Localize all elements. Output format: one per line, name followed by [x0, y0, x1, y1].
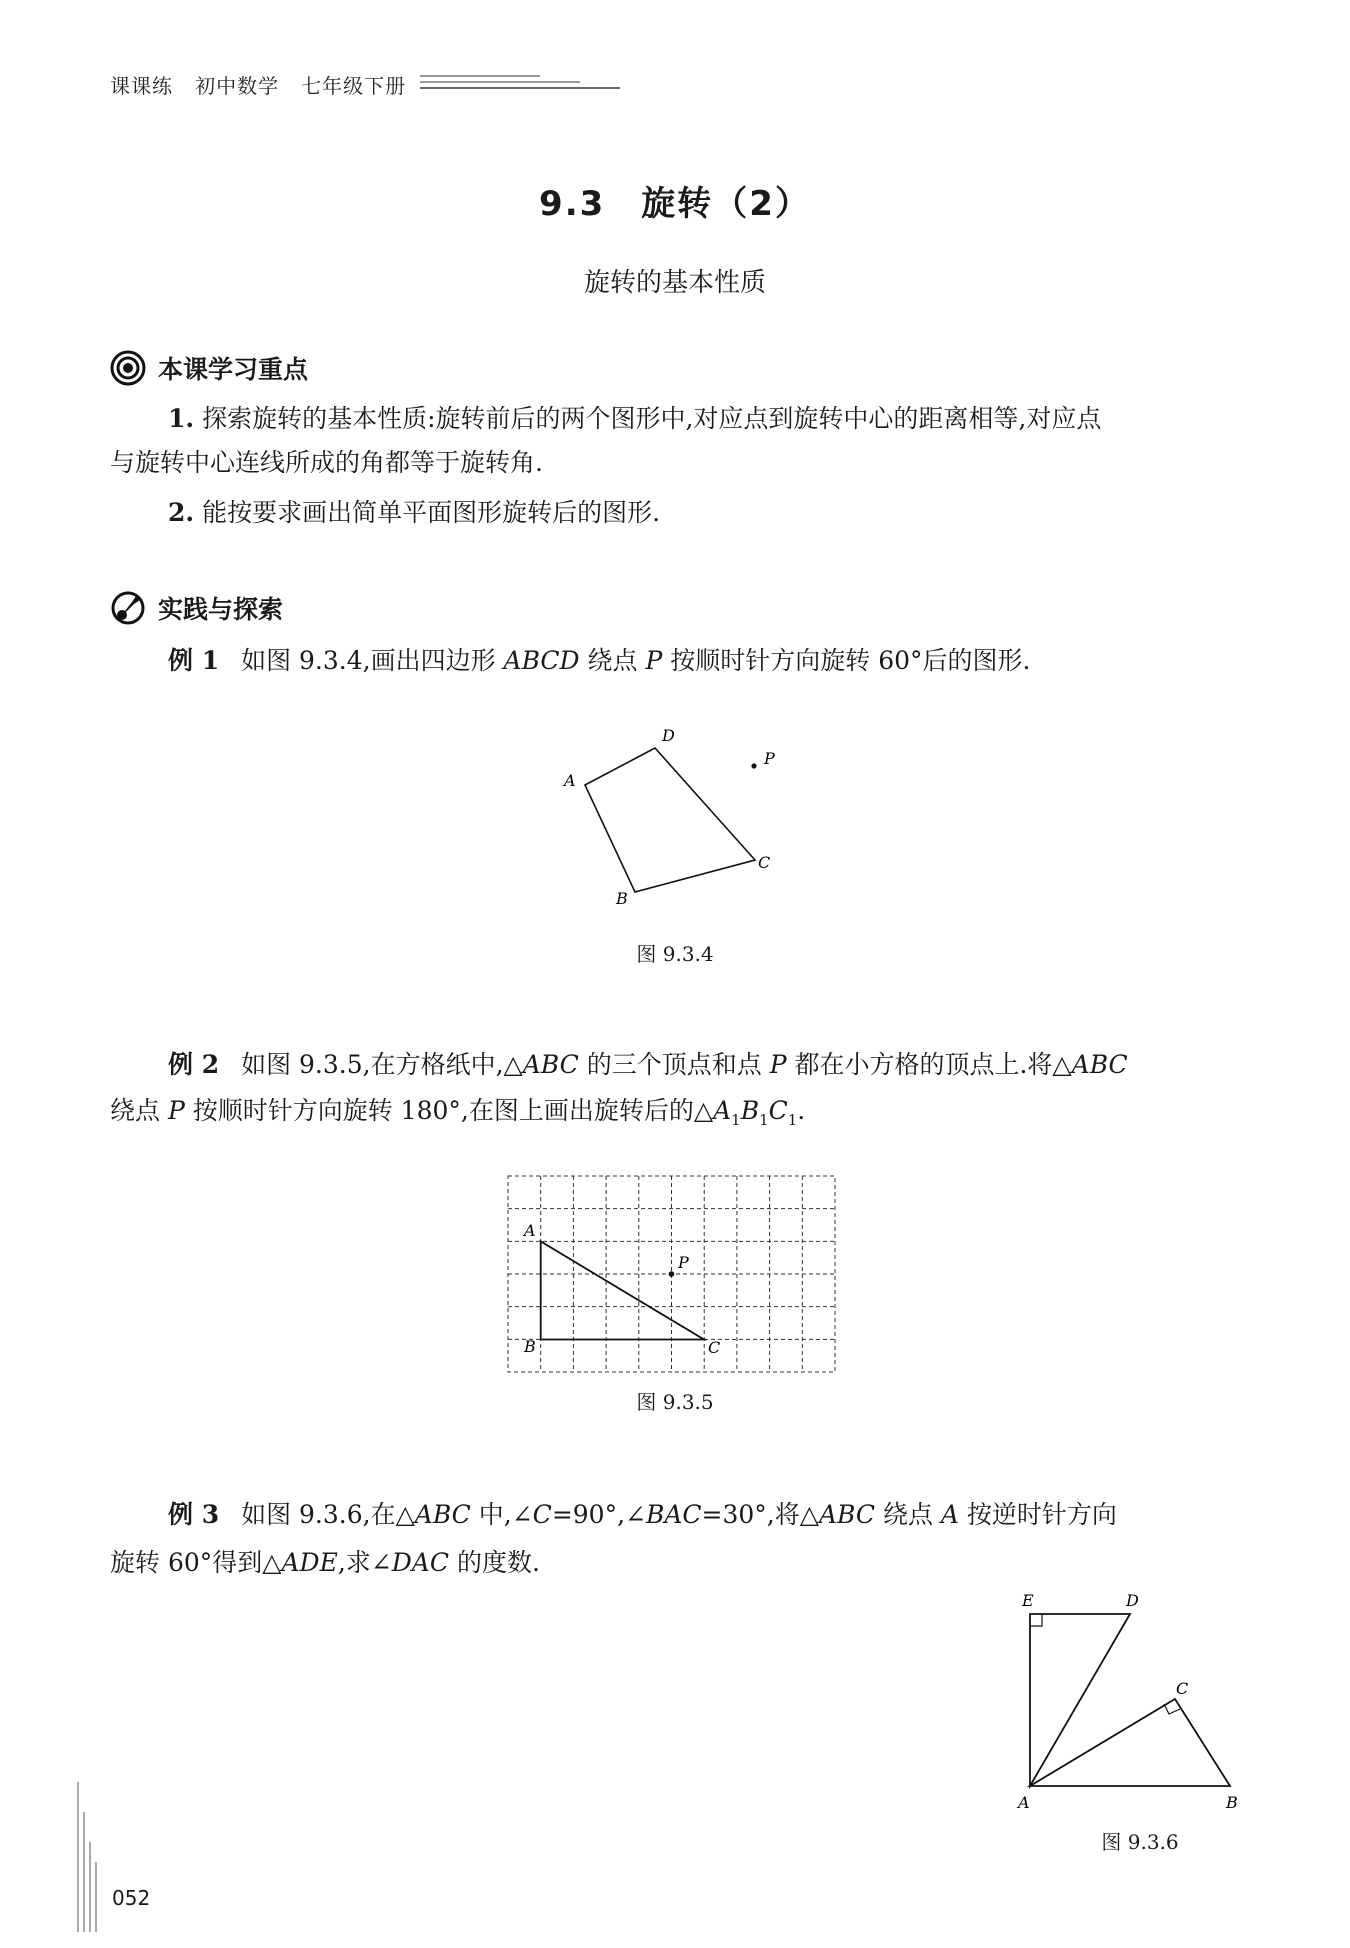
- target-icon: [110, 350, 146, 386]
- section-key-points-label: 本课学习重点: [158, 355, 309, 384]
- example-2-line1: 例 2 如图 9.3.5,在方格纸中,△ABC 的三个顶点和点 P 都在小方格的顶点上.将△ABC: [168, 1050, 1128, 1079]
- label-c: C: [758, 853, 771, 872]
- label-e: E: [1022, 1591, 1034, 1610]
- point-p-dot: [669, 1271, 675, 1277]
- example-3-line2: 旋转 60°得到△ADE,求∠DAC 的度数.: [110, 1548, 540, 1577]
- triangle-abc: [1030, 1699, 1230, 1786]
- caption-9-3-4: 图 9.3.4: [636, 942, 714, 966]
- key-point-1-line2: 与旋转中心连线所成的角都等于旋转角.: [110, 448, 543, 477]
- header-grade: 七年级下册: [301, 74, 407, 98]
- label-a: A: [564, 771, 576, 790]
- label-b: B: [524, 1337, 536, 1356]
- point-p-dot: [751, 763, 756, 768]
- example-2-line2: 绕点 P 按顺时针方向旋转 180°,在图上画出旋转后的$\triangle A_1B_1C_1$.: [110, 1096, 806, 1129]
- key-point-1-line1: 1. 探索旋转的基本性质:旋转前后的两个图形中,对应点到旋转中心的距离相等,对应点: [168, 404, 1102, 433]
- right-angle-mark-c: [1164, 1704, 1180, 1714]
- caption-9-3-5: 图 9.3.5: [636, 1390, 714, 1414]
- label-p: P: [764, 749, 775, 768]
- quadrilateral-abcd: [585, 748, 755, 892]
- section-practice-heading: [110, 590, 283, 626]
- label-d: D: [662, 726, 675, 745]
- section-practice-label: 实践与探索: [158, 595, 284, 624]
- label-p: P: [678, 1253, 689, 1272]
- running-header: [110, 70, 406, 99]
- label-a: A: [524, 1221, 536, 1240]
- label-a: A: [1018, 1793, 1030, 1812]
- header-subject: 初中数学: [195, 74, 280, 98]
- label-c: C: [1176, 1679, 1189, 1698]
- figure-9-3-5: [500, 1168, 850, 1380]
- label-b: B: [1226, 1793, 1238, 1812]
- key-point-2: 2. 能按要求画出简单平面图形旋转后的图形.: [168, 498, 661, 527]
- margin-decorative-lines: [76, 1782, 106, 1932]
- right-angle-mark-e: [1030, 1614, 1042, 1626]
- header-decorative-lines: [420, 74, 620, 94]
- lesson-subtitle: 旋转的基本性质: [583, 268, 766, 298]
- caption-9-3-6: 图 9.3.6: [1101, 1830, 1179, 1854]
- page-number: 052: [112, 1886, 151, 1910]
- example-3-line1: 例 3 如图 9.3.6,在△ABC 中,∠C=90°,∠BAC=30°,将△ABC 绕点 A 按逆时针方向: [168, 1500, 1117, 1529]
- lesson-title: 9.3 旋转（2）: [539, 184, 811, 224]
- label-c: C: [708, 1338, 721, 1357]
- section-key-points-heading: [110, 350, 308, 386]
- triangle-ade: [1030, 1614, 1130, 1786]
- example-1-text: 例 1 如图 9.3.4,画出四边形 ABCD 绕点 P 按顺时针方向旋转 60°后的图形.: [168, 646, 1031, 675]
- header-book: 课课练: [110, 74, 173, 98]
- label-d: D: [1126, 1591, 1139, 1610]
- label-b: B: [616, 889, 628, 908]
- figure-9-3-6: [1010, 1586, 1270, 1816]
- figure-9-3-4: [540, 720, 800, 920]
- compass-arrow-icon: [110, 590, 146, 626]
